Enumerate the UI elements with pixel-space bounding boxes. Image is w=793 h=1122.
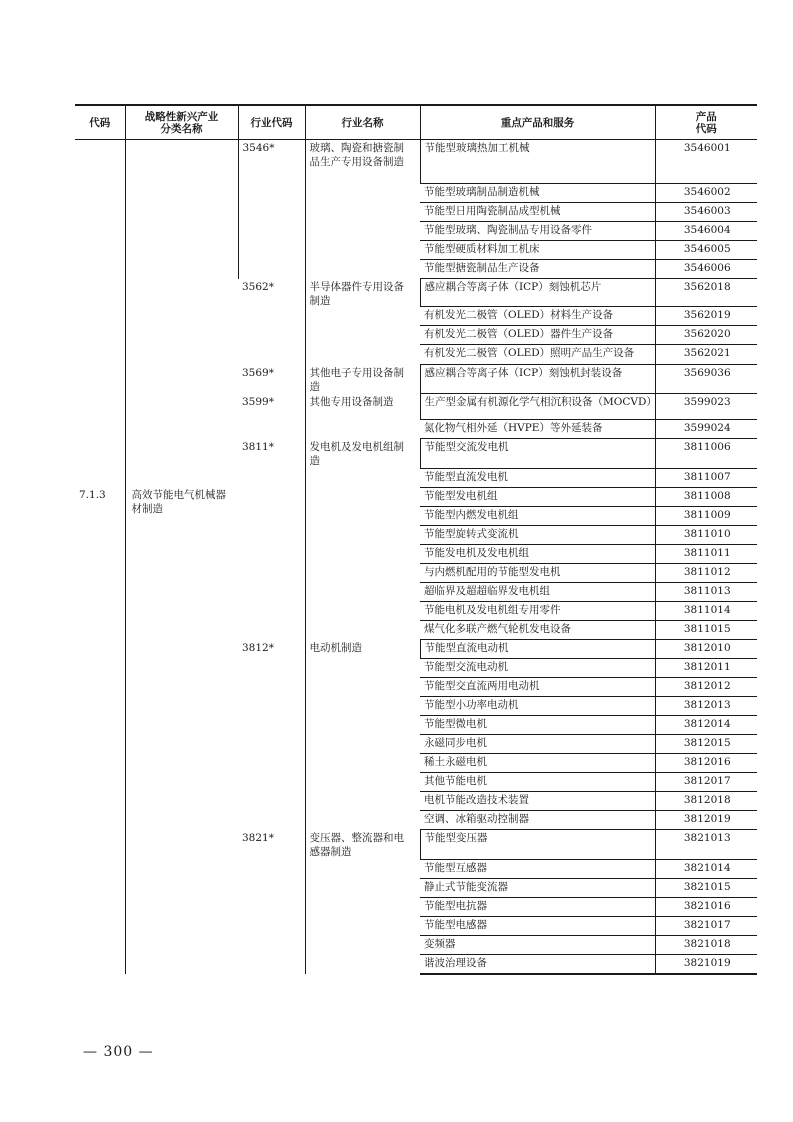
product-code: 3811011 (655, 545, 757, 564)
product-name: 煤气化多联产燃气轮机发电设备 (420, 621, 655, 640)
product-code: 3546003 (655, 203, 757, 222)
product-code: 3569036 (655, 365, 757, 394)
product-name: 节能型旋转式变流机 (420, 526, 655, 545)
product-code: 3812012 (655, 678, 757, 697)
industry-name: 发电机及发电机组制造 (305, 439, 420, 640)
product-code: 3546005 (655, 241, 757, 260)
product-code: 3599024 (655, 420, 757, 439)
product-name: 永磁同步电机 (420, 735, 655, 754)
product-name: 节能型硬质材料加工机床 (420, 241, 655, 260)
industry-name: 变压器、整流器和电感器制造 (305, 830, 420, 975)
product-name: 节能型玻璃制品制造机械 (420, 184, 655, 203)
product-name: 节能型搪瓷制品生产设备 (420, 260, 655, 279)
product-name: 其他节能电机 (420, 773, 655, 792)
industry-code: 3821* (242, 831, 274, 844)
product-name: 节能型交流发电机 (420, 439, 655, 469)
industry-code: 3546* (238, 140, 305, 279)
product-name: 节能型内燃发电机组 (420, 507, 655, 526)
product-name: 节能型交流电动机 (420, 659, 655, 678)
product-code: 3812018 (655, 792, 757, 811)
product-code: 3821018 (655, 936, 757, 955)
product-code: 3546004 (655, 222, 757, 241)
product-name: 感应耦合等离子体（ICP）刻蚀机芯片 (420, 279, 655, 307)
product-code: 3812014 (655, 716, 757, 735)
header-products: 重点产品和服务 (420, 105, 655, 140)
product-code: 3599023 (655, 394, 757, 420)
product-name: 超临界及超超临界发电机组 (420, 583, 655, 602)
product-code: 3811006 (655, 439, 757, 469)
product-name: 谐波治理设备 (420, 955, 655, 975)
header-product-code: 产品 代码 (655, 105, 757, 140)
product-name: 有机发光二极管（OLED）照明产品生产设备 (420, 345, 655, 365)
product-name: 感应耦合等离子体（ICP）刻蚀机封装设备 (420, 365, 655, 394)
table-row (75, 140, 757, 184)
product-name: 与内燃机配用的节能型发电机 (420, 564, 655, 583)
product-name: 节能型日用陶瓷制品成型机械 (420, 203, 655, 222)
product-name: 有机发光二极管（OLED）材料生产设备 (420, 307, 655, 326)
product-code: 3546001 (655, 140, 757, 184)
product-code: 3811013 (655, 583, 757, 602)
product-code: 3811008 (655, 488, 757, 507)
product-code: 3812010 (655, 640, 757, 659)
product-code: 3812013 (655, 697, 757, 716)
product-code: 3812011 (655, 659, 757, 678)
product-name: 节能型玻璃、陶瓷制品专用设备零件 (420, 222, 655, 241)
header-industry-code: 行业代码 (238, 105, 305, 140)
table-header-row (75, 105, 757, 140)
product-name: 静止式节能变流器 (420, 879, 655, 898)
product-code: 3812015 (655, 735, 757, 754)
table-body (75, 140, 757, 975)
product-code: 3562021 (655, 345, 757, 365)
product-name: 节能型直流电动机 (420, 640, 655, 659)
section-name: 高效节能电气机械器材制造 (125, 140, 238, 975)
header-code: 代码 (75, 105, 125, 140)
product-name: 空调、冰箱驱动控制器 (420, 811, 655, 830)
product-code: 3811014 (655, 602, 757, 621)
product-code: 3811009 (655, 507, 757, 526)
product-name: 节能型电感器 (420, 917, 655, 936)
product-code: 3562018 (655, 279, 757, 307)
industry-name: 玻璃、陶瓷和搪瓷制品生产专用设备制造 (305, 140, 420, 279)
industry-name: 其他电子专用设备制造 (305, 365, 420, 394)
product-code: 3821013 (655, 830, 757, 860)
header-industry-name: 行业名称 (305, 105, 420, 140)
product-code: 3821014 (655, 860, 757, 879)
product-name: 有机发光二极管（OLED）器件生产设备 (420, 326, 655, 345)
industry-name: 电动机制造 (305, 640, 420, 830)
industry-name: 半导体器件专用设备制造 (305, 279, 420, 365)
product-code: 3821016 (655, 898, 757, 917)
product-name: 节能型变压器 (420, 830, 655, 860)
product-name: 节能型微电机 (420, 716, 655, 735)
product-code: 3811007 (655, 469, 757, 488)
industry-code: 3812* (242, 641, 274, 654)
industry-classification-table (75, 104, 757, 975)
product-name: 节能型互感器 (420, 860, 655, 879)
section-code: 7.1.3 (79, 489, 106, 501)
product-name: 氮化物气相外延（HVPE）等外延装备 (420, 420, 655, 439)
industry-name: 其他专用设备制造 (305, 394, 420, 439)
product-name: 节能型玻璃热加工机械 (420, 140, 655, 184)
product-code: 3821017 (655, 917, 757, 936)
product-name: 节能型交直流两用电动机 (420, 678, 655, 697)
product-code: 3812016 (655, 754, 757, 773)
industry-code: 3562* (242, 280, 274, 293)
product-name: 节能型小功率电动机 (420, 697, 655, 716)
product-name: 节能型直流发电机 (420, 469, 655, 488)
product-code: 3546002 (655, 184, 757, 203)
product-code: 3562020 (655, 326, 757, 345)
product-name: 节能发电机及发电机组 (420, 545, 655, 564)
product-name: 节能型电抗器 (420, 898, 655, 917)
product-code: 3821019 (655, 955, 757, 975)
product-code: 3811012 (655, 564, 757, 583)
product-code: 3811015 (655, 621, 757, 640)
industry-code: 3569* (242, 366, 274, 379)
product-name: 节能电机及发电机组专用零件 (420, 602, 655, 621)
product-name: 稀土永磁电机 (420, 754, 655, 773)
product-code: 3811010 (655, 526, 757, 545)
product-code: 3821015 (655, 879, 757, 898)
industry-code: 3599* (242, 395, 274, 408)
product-name: 节能型发电机组 (420, 488, 655, 507)
product-code: 3546006 (655, 260, 757, 279)
product-code: 3812019 (655, 811, 757, 830)
product-name: 变频器 (420, 936, 655, 955)
page-number: — 300 — (83, 1044, 154, 1060)
header-category: 战略性新兴产业 分类名称 (125, 105, 238, 140)
product-code: 3812017 (655, 773, 757, 792)
product-name: 生产型金属有机源化学气相沉积设备（MOCVD） (420, 394, 655, 420)
product-code: 3562019 (655, 307, 757, 326)
industry-code: 3811* (242, 440, 274, 453)
product-name: 电机节能改造技术装置 (420, 792, 655, 811)
